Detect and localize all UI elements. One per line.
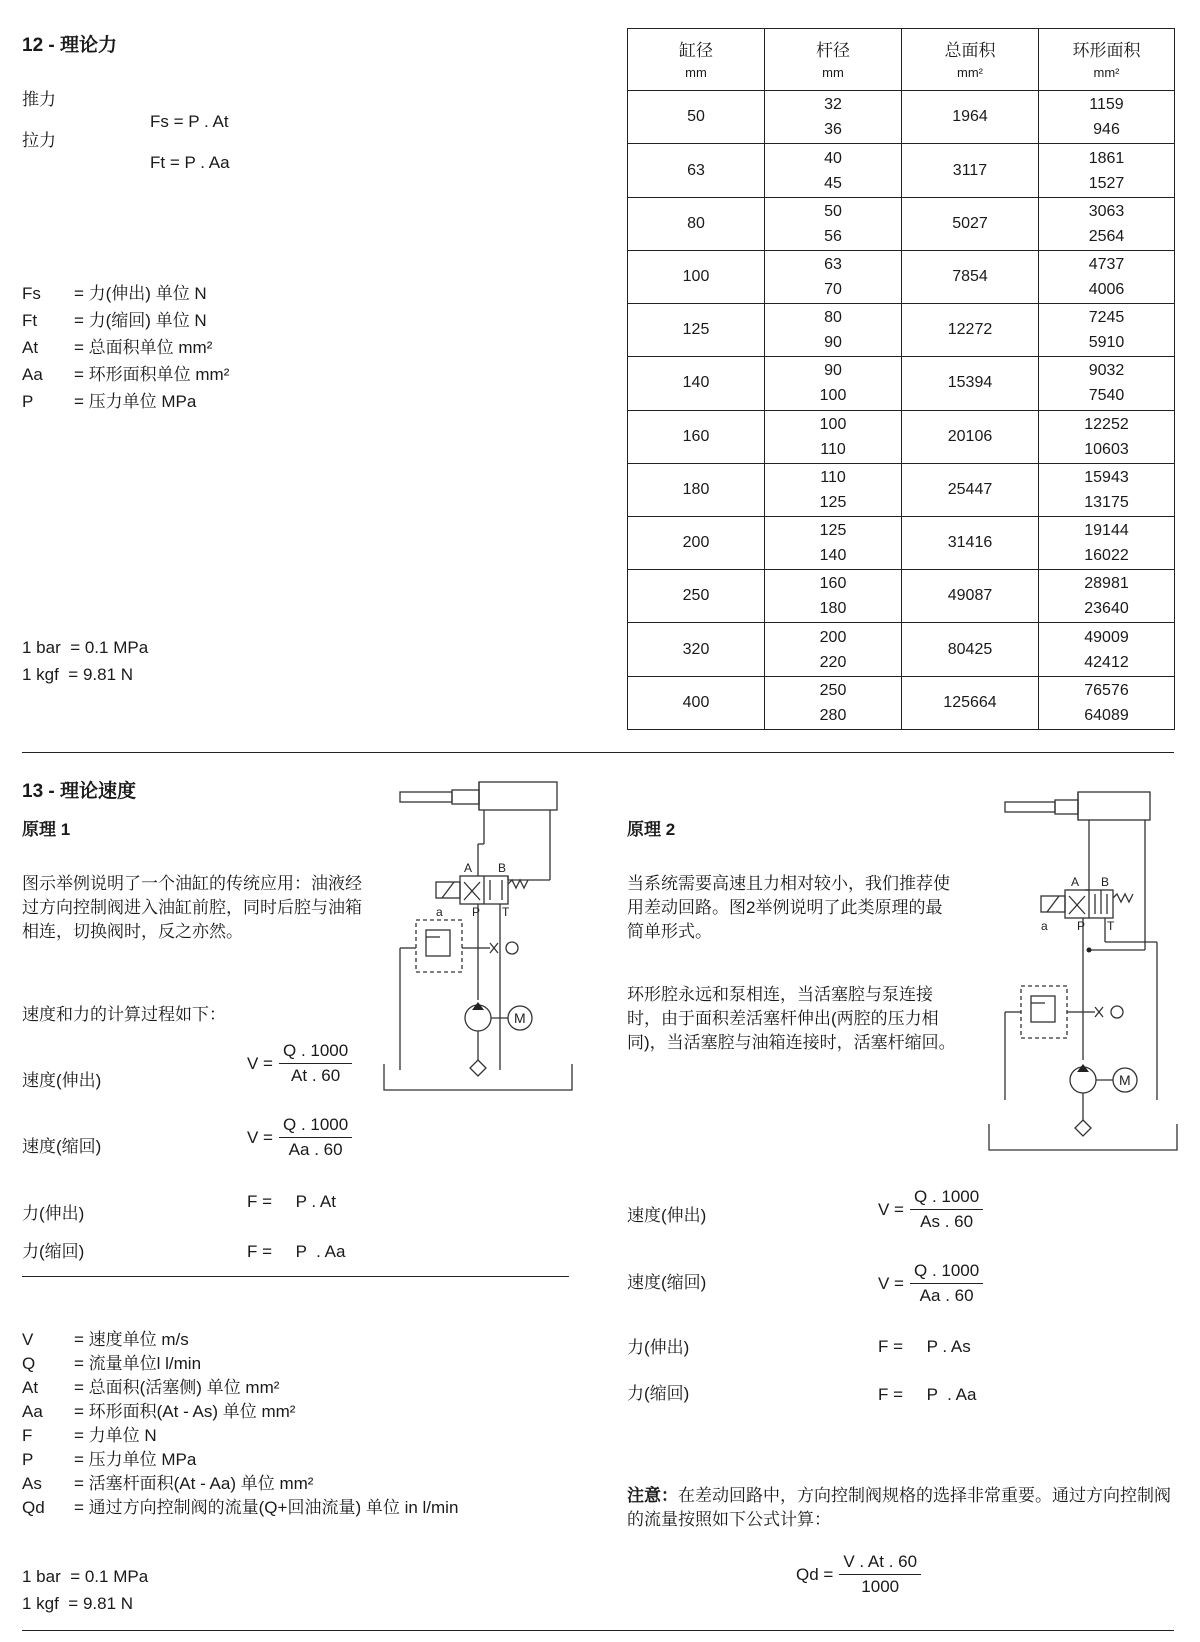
cell-value: 5910 [1088,334,1125,352]
p1-force-in-label: 力(缩回) [22,1242,85,1261]
cell-value: 160 [819,575,847,593]
p1-speed-out-label: 速度(伸出) [22,1071,102,1090]
definition-text: = 力(伸出) 单位 N [74,284,207,303]
definition-symbol: Qd [22,1498,45,1517]
definition-symbol: P [22,392,34,411]
cell-value: 2564 [1088,227,1125,245]
definition-symbol: V [22,1330,34,1349]
definition-text: = 环形面积(At - As) 单位 mm² [74,1402,296,1421]
definition-text: = 总面积(活塞侧) 单位 mm² [74,1378,280,1397]
header-bore: 缸径 mm [628,29,765,91]
cell-total-area: 7854 [902,250,1039,303]
cell-bore: 250 [628,570,765,623]
definition-row [22,1400,295,1424]
definition-row [22,1496,458,1520]
table-header-row [628,29,1175,91]
cell-value: 100 [819,387,847,405]
cell-total-area: 12272 [902,304,1039,357]
definition-row [22,336,212,360]
port-t-label: T [502,905,510,919]
definition-symbol: F [22,1426,33,1445]
p1-speed-in-label: 速度(缩回) [22,1137,102,1156]
bottom-divider [22,1630,1174,1631]
table-row [628,410,1175,463]
cell-total-area: 15394 [902,357,1039,410]
cell-total-area: 125664 [902,676,1039,729]
cell-value: 32 [824,96,842,114]
cell-value: 16022 [1084,547,1129,565]
cell-value: 45 [824,174,842,192]
formula-denominator: Aa . 60 [919,1286,974,1305]
cell-annular-area [1039,250,1175,303]
cell-rod [765,517,902,570]
solenoid-a-label: a [436,905,443,919]
cell-annular-area [1039,197,1175,250]
principle1-title: 原理 1 [22,820,71,839]
p1-speed-out-formula [247,1040,352,1087]
definition-text: = 活塞杆面积(At - Aa) 单位 mm² [74,1474,314,1493]
cell-value: 110 [820,440,846,458]
cell-value: 220 [819,653,847,671]
definition-text: = 力(缩回) 单位 N [74,311,207,330]
cell-total-area: 3117 [902,144,1039,197]
definition-row [22,1472,313,1496]
cell-rod [765,304,902,357]
p1-force-in-formula: F = P . Aa [247,1242,346,1261]
pull-formula: Ft = P . Aa [150,153,230,172]
cell-annular-area [1039,517,1175,570]
cylinder-body [479,782,557,810]
cell-value: 4006 [1088,281,1125,299]
definition-row [22,309,207,333]
relief-valve-frame [416,920,462,972]
cell-value: 280 [819,706,847,724]
formula-numerator: Q . 1000 [279,1040,352,1064]
cell-rod [765,144,902,197]
definition-symbol: At [22,338,39,357]
definition-row [22,390,196,414]
cell-rod [765,676,902,729]
cell-bore: 80 [628,197,765,250]
cell-rod [765,357,902,410]
cell-value: 56 [824,227,842,245]
cell-value: 200 [819,628,847,646]
definition-symbol: Fs [22,284,41,303]
cell-annular-area [1039,676,1175,729]
port-p-label: P [472,905,481,919]
cell-value: 9032 [1088,362,1125,380]
definition-row [22,1376,279,1400]
p2-force-out-formula: F = P . As [878,1337,971,1356]
cell-total-area: 31416 [902,517,1039,570]
piston-rod [1005,802,1055,812]
section-divider [22,752,1174,753]
cell-total-area: 25447 [902,463,1039,516]
principle2-text2: 环形腔永远和泵相连，当活塞腔与泵连接时，由于面积差活塞杆伸出(两腔的压力相同)，当活塞腔与油箱连接时，活塞杆缩回。 [627,985,956,1052]
formula-denominator: Aa . 60 [288,1140,343,1159]
cell-value: 36 [824,121,842,139]
cell-value: 49009 [1084,628,1129,646]
formula-denominator: 1000 [861,1577,900,1596]
header-total-area: 总面积 mm² [902,29,1039,91]
p2-force-out-label: 力(伸出) [627,1338,690,1357]
section13-title: 13 - 理论速度 [22,781,137,802]
p2-speed-out-label: 速度(伸出) [627,1206,707,1225]
cell-value: 90 [824,334,842,352]
definition-symbol: Aa [22,1402,43,1421]
gauge [1111,1006,1123,1018]
cell-value: 100 [819,415,847,433]
cell-value: 1159 [1089,96,1124,114]
formula-lhs: V = [878,1199,904,1219]
formula-lhs: V = [878,1273,904,1293]
cell-value: 12252 [1084,415,1129,433]
cell-value: 3063 [1088,202,1125,220]
cell-bore: 140 [628,357,765,410]
cell-bore: 400 [628,676,765,729]
formula-lhs: V = [247,1127,273,1147]
p2-speed-in-label: 速度(缩回) [627,1273,707,1292]
cell-value: 50 [824,202,842,220]
definition-row [22,282,207,306]
cell-annular-area [1039,570,1175,623]
qd-formula [796,1551,921,1598]
cell-annular-area [1039,463,1175,516]
piston-rod [400,792,452,802]
cell-rod [765,410,902,463]
table-row [628,250,1175,303]
cell-bore: 125 [628,304,765,357]
push-formula: Fs = P . At [150,112,229,131]
relief-valve-frame [1021,986,1067,1038]
formula-numerator: Q . 1000 [910,1186,983,1210]
gauge [506,942,518,954]
pull-label: 拉力 [22,131,56,150]
definition-text: = 力单位 N [74,1426,157,1445]
p2-speed-out-formula [878,1186,983,1233]
cylinder-rod [452,790,479,804]
tank [384,1064,572,1090]
cell-value: 7540 [1088,387,1125,405]
port-b-label: B [498,861,507,875]
formula-denominator: As . 60 [920,1212,974,1231]
conversion-kgf: 1 kgf = 9.81 N [22,1594,134,1613]
definition-symbol: Q [22,1354,36,1373]
cell-value: 19144 [1084,522,1129,540]
cell-rod [765,570,902,623]
definition-row [22,1448,196,1472]
table-row [628,144,1175,197]
table-row [628,517,1175,570]
p1-force-out-label: 力(伸出) [22,1204,85,1223]
cell-total-area: 49087 [902,570,1039,623]
cell-value: 13175 [1084,493,1129,511]
cell-value: 125 [819,522,847,540]
cell-value: 250 [819,681,847,699]
definition-row [22,1328,189,1352]
definition-symbol: Aa [22,365,43,384]
p2-force-in-formula: F = P . Aa [878,1385,977,1404]
definition-text: = 通过方向控制阀的流量(Q+回油流量) 单位 in l/min [74,1498,459,1517]
cell-annular-area [1039,623,1175,676]
table-row [628,91,1175,144]
cell-value: 125 [819,493,847,511]
table-row [628,463,1175,516]
formula-numerator: Q . 1000 [279,1114,352,1138]
cell-value: 90 [824,362,842,380]
cell-value: 42412 [1084,653,1129,671]
definition-text: = 流量单位l l/min [74,1354,202,1373]
header-rod: 杆径 mm [765,29,902,91]
sub-divider [22,1276,569,1277]
hydraulic-circuit-diagram-1 [380,780,580,1150]
formula-denominator: At . 60 [291,1066,341,1085]
p2-speed-in-formula [878,1260,983,1307]
port-a-label: A [1071,875,1080,889]
cell-bore: 100 [628,250,765,303]
definition-symbol: Ft [22,311,38,330]
formula-lhs: V = [247,1053,273,1073]
cell-annular-area [1039,304,1175,357]
cylinder-body [1078,792,1150,820]
port-a-label: A [464,861,473,875]
definition-symbol: As [22,1474,42,1493]
conversion-kgf: 1 kgf = 9.81 N [22,665,134,684]
tank [989,1124,1177,1150]
definition-text: = 速度单位 m/s [74,1330,189,1349]
principle1-text: 图示举例说明了一个油缸的传统应用：油液经过方向控制阀进入油缸前腔，同时后腔与油箱相连，切换阀时，反之亦然。 [22,874,362,941]
cell-value: 110 [820,468,846,486]
cell-value: 70 [824,281,842,299]
formula-lhs: Qd = [796,1564,834,1584]
conversion-bar: 1 bar = 0.1 MPa [22,1567,149,1586]
cell-rod [765,463,902,516]
p1-force-out-formula: F = P . At [247,1192,336,1211]
cylinder-rod [1055,800,1078,814]
motor-label: M [514,1010,526,1026]
cell-value: 1527 [1088,174,1125,192]
cell-bore: 320 [628,623,765,676]
note-text: 在差动回路中，方向控制阀规格的选择非常重要。通过方向控制阀的流量按照如下公式计算： [627,1486,1171,1529]
cell-value: 180 [819,600,847,618]
p2-note [627,1484,1174,1532]
calc-intro: 速度和力的计算过程如下： [22,1005,226,1024]
definition-row [22,363,229,387]
cell-rod [765,623,902,676]
table-row [628,304,1175,357]
cell-value: 76576 [1084,681,1129,699]
table-body [628,91,1175,730]
spring [1113,894,1133,902]
cell-bore: 63 [628,144,765,197]
cell-value: 4737 [1088,256,1125,274]
definition-text: = 压力单位 MPa [74,392,197,411]
solenoid-a-label: a [1041,919,1048,933]
cell-total-area: 5027 [902,197,1039,250]
spring [508,880,528,888]
relief-valve [1031,996,1055,1022]
cell-annular-area [1039,91,1175,144]
principle2-title: 原理 2 [627,820,676,839]
port-t-label: T [1107,919,1115,933]
definition-row [22,1352,201,1376]
conversion-bar: 1 bar = 0.1 MPa [22,638,149,657]
hydraulic-circuit-diagram-2 [985,790,1185,1160]
cell-annular-area [1039,357,1175,410]
relief-valve [426,930,450,956]
cell-value: 7245 [1088,309,1125,327]
cell-value: 946 [1093,121,1120,139]
definition-symbol: P [22,1450,34,1469]
filter [470,1060,486,1076]
motor-label: M [1119,1072,1131,1088]
definition-text: = 压力单位 MPa [74,1450,197,1469]
cell-rod [765,250,902,303]
cell-value: 23640 [1084,600,1129,618]
p2-force-in-label: 力(缩回) [627,1384,690,1403]
port-b-label: B [1101,875,1110,889]
cell-value: 15943 [1084,468,1129,486]
table-row [628,676,1175,729]
cell-value: 64089 [1084,706,1129,724]
cell-annular-area [1039,144,1175,197]
table-row [628,357,1175,410]
definition-row [22,1424,157,1448]
principle2-text1: 当系统需要高速且力相对较小，我们推荐使用差动回路。图2举例说明了此类原理的最简单形式。 [627,874,950,941]
port-p-label: P [1077,919,1086,933]
table-row [628,570,1175,623]
table-row [628,197,1175,250]
cell-value: 40 [824,149,842,167]
area-table [627,28,1175,730]
cell-value: 140 [819,547,847,565]
table-row [628,623,1175,676]
p1-speed-in-formula [247,1114,352,1161]
cell-value: 28981 [1084,575,1129,593]
filter [1075,1120,1091,1136]
section12-title: 12 - 理论力 [22,35,118,56]
definition-text: = 环形面积单位 mm² [74,365,230,384]
cell-bore: 160 [628,410,765,463]
cell-value: 1861 [1088,149,1125,167]
cell-annular-area [1039,410,1175,463]
definition-symbol: At [22,1378,39,1397]
cell-rod [765,197,902,250]
cell-value: 80 [824,309,842,327]
formula-numerator: Q . 1000 [910,1260,983,1284]
cell-bore: 50 [628,91,765,144]
definition-text: = 总面积单位 mm² [74,338,213,357]
cell-bore: 200 [628,517,765,570]
push-label: 推力 [22,90,56,109]
cell-bore: 180 [628,463,765,516]
cell-value: 10603 [1084,440,1129,458]
header-annular-area: 环形面积 mm² [1039,29,1175,91]
cell-value: 63 [824,256,842,274]
note-label: 注意： [627,1486,678,1505]
formula-numerator: V . At . 60 [839,1551,921,1575]
cell-rod [765,91,902,144]
cell-total-area: 20106 [902,410,1039,463]
cell-total-area: 80425 [902,623,1039,676]
cell-total-area: 1964 [902,91,1039,144]
